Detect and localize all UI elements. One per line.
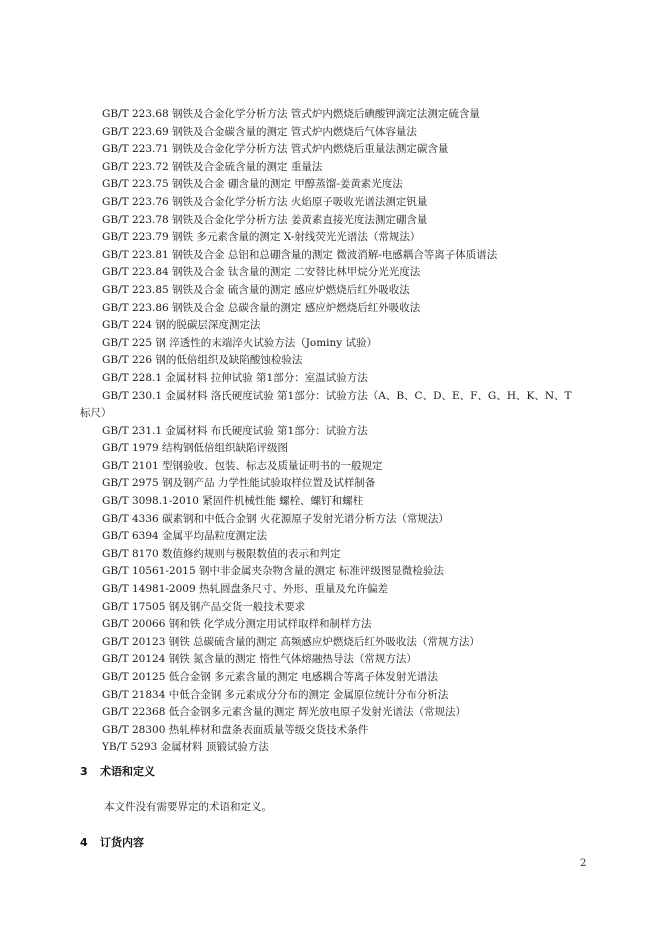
reference-line: GB/T 230.1 金属材料 洛氏硬度试验 第1部分：试验方法（A、B、C、D、E、F、G、H、K、N、T [102, 389, 572, 402]
reference-item: GB/T 224 钢的脱碳层深度测定法 [102, 319, 261, 332]
section-3-paragraph: 本文件没有需要界定的术语和定义。 [104, 801, 272, 813]
reference-item: GB/T 223.76 钢铁及合金化学分析方法 火焰原子吸收光谱法测定钒量 [102, 195, 428, 208]
reference-item: GB/T 223.86 钢铁及合金 总碳含量的测定 感应炉燃烧后红外吸收法 [102, 301, 421, 314]
reference-item: GB/T 3098.1-2010 紧固件机械性能 螺栓、螺钉和螺柱 [102, 495, 364, 508]
reference-item: GB/T 28300 热轧棒材和盘条表面质量等级交货技术条件 [102, 723, 369, 736]
section-title: 订货内容 [100, 836, 144, 849]
page-number: 2 [580, 858, 587, 869]
reference-item: GB/T 223.81 钢铁及合金 总铝和总硼含量的测定 微波消解-电感耦合等离子体质谱法 [102, 248, 498, 261]
reference-item: YB/T 5293 金属材料 顶锻试验方法 [102, 741, 269, 754]
reference-item [0, 388, 662, 423]
reference-item: GB/T 2975 钢及钢产品 力学性能试验取样位置及试样制备 [102, 477, 376, 490]
reference-item: GB/T 10561-2015 钢中非金属夹杂物含量的测定 标准评级图显微检验法 [102, 565, 444, 578]
reference-item: GB/T 17505 钢及钢产品交货一般技术要求 [102, 600, 306, 613]
reference-item: GB/T 223.75 钢铁及合金 硼含量的测定 甲醇蒸馏-姜黄素光度法 [102, 178, 403, 191]
section-number: 4 [80, 836, 88, 849]
reference-item: GB/T 223.68 钢铁及合金化学分析方法 管式炉内燃烧后碘酸钾滴定法测定硫含量 [102, 108, 480, 120]
reference-item: GB/T 223.85 钢铁及合金 硫含量的测定 感应炉燃烧后红外吸收法 [102, 283, 410, 296]
reference-item: GB/T 1979 结构钢低倍组织缺陷评级图 [102, 442, 289, 455]
reference-item: GB/T 223.79 钢铁 多元素含量的测定 X-射线荧光光谱法（常规法） [102, 231, 421, 244]
reference-item: GB/T 22368 低合金钢多元素含量的测定 辉光放电原子发射光谱法（常规法） [102, 706, 467, 719]
reference-item: GB/T 20124 钢铁 氮含量的测定 惰性气体熔融热导法（常规方法） [102, 653, 417, 666]
reference-item: GB/T 2101 型钢验收、包装、标志及质量证明书的一般规定 [102, 459, 383, 472]
reference-item: GB/T 225 钢 淬透性的末端淬火试验方法（Jominy 试验） [102, 336, 378, 349]
reference-item: GB/T 20125 低合金钢 多元素含量的测定 电感耦合等离子体发射光谱法 [102, 671, 438, 683]
reference-item: GB/T 226 钢的低倍组织及缺陷酸蚀检验法 [102, 354, 303, 367]
reference-line-continuation: 标尺） [80, 407, 112, 420]
reference-item: GB/T 223.72 钢铁及合金硫含量的测定 重量法 [102, 160, 323, 173]
reference-item: GB/T 223.69 钢铁及合金碳含量的测定 管式炉内燃烧后气体容量法 [102, 125, 417, 138]
reference-item: GB/T 20066 钢和铁 化学成分测定用试样取样和制样方法 [102, 618, 372, 631]
reference-item: GB/T 223.84 钢铁及合金 钛含量的测定 二安替比林甲烷分光光度法 [102, 266, 421, 279]
reference-item: GB/T 20123 钢铁 总碳硫含量的测定 高频感应炉燃烧后红外吸收法（常规方法） [102, 635, 480, 648]
reference-item: GB/T 6394 金属平均晶粒度测定法 [102, 530, 268, 543]
normative-references-list [0, 106, 662, 757]
section-title: 术语和定义 [100, 765, 155, 778]
section-4-heading [80, 834, 144, 850]
reference-item: GB/T 231.1 金属材料 布氏硬度试验 第1部分：试验方法 [102, 424, 368, 437]
reference-item: GB/T 8170 数值修约规则与极限数值的表示和判定 [102, 547, 341, 560]
reference-item: GB/T 21834 中低合金钢 多元素成分分布的测定 金属原位统计分布分析法 [102, 688, 449, 701]
reference-item: GB/T 4336 碳素钢和中低合金钢 火花源原子发射光谱分析方法（常规法） [102, 512, 449, 525]
reference-item: GB/T 223.78 钢铁及合金化学分析方法 姜黄素直接光度法测定硼含量 [102, 213, 428, 226]
section-3-heading [80, 763, 155, 779]
section-number: 3 [80, 765, 88, 778]
reference-item: GB/T 228.1 金属材料 拉伸试验 第1部分：室温试验方法 [102, 371, 368, 384]
reference-item: GB/T 223.71 钢铁及合金化学分析方法 管式炉内燃烧后重量法测定碳含量 [102, 143, 449, 156]
reference-item: GB/T 14981-2009 热轧圆盘条尺寸、外形、重量及允许偏差 [102, 583, 388, 596]
